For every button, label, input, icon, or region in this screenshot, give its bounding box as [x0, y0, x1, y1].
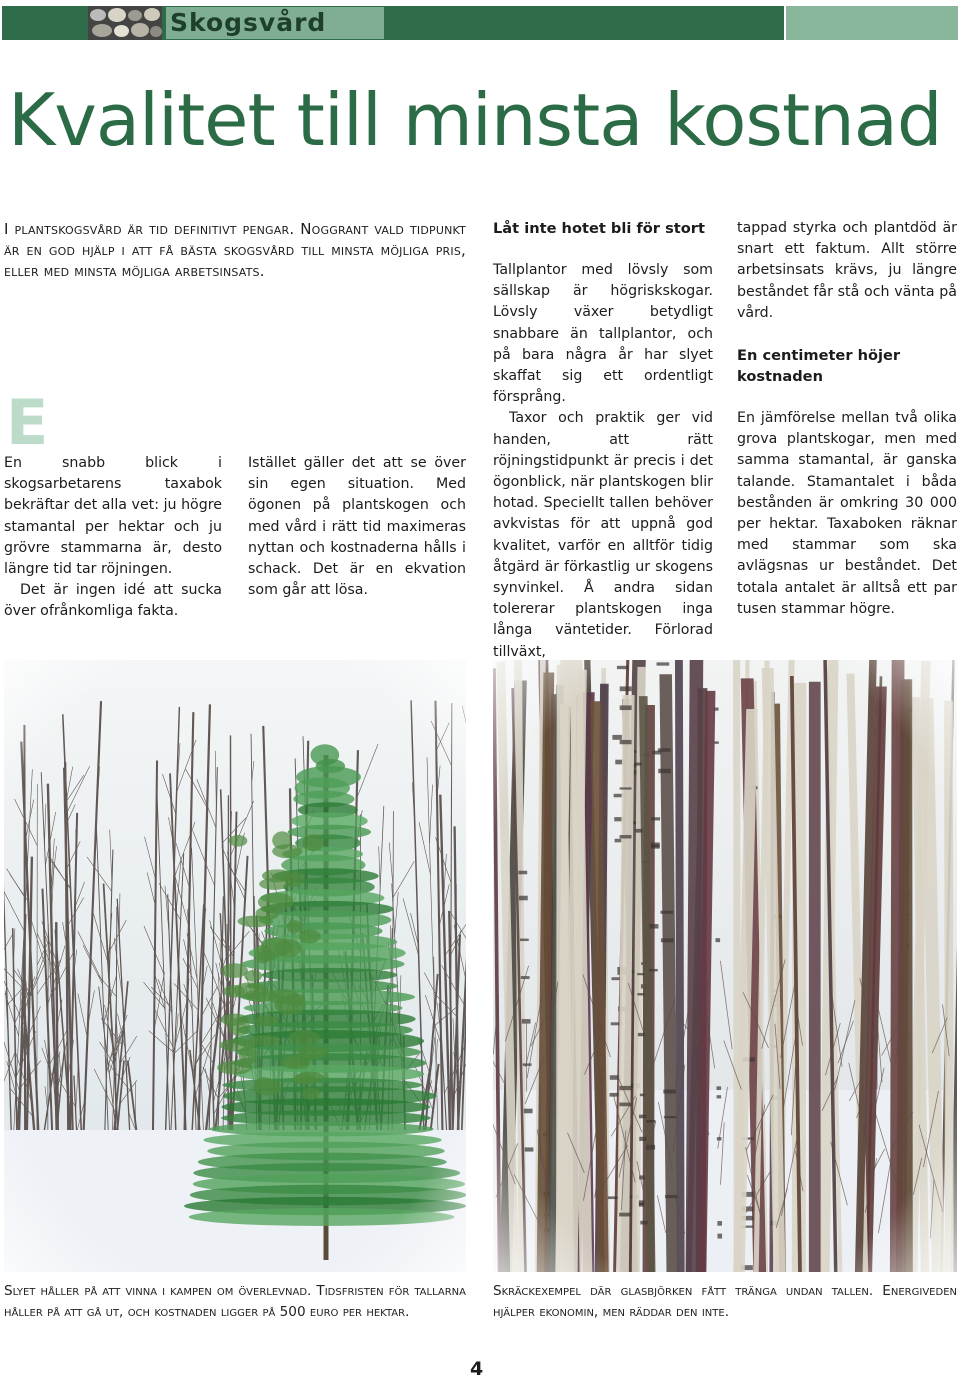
page-number: 4 — [470, 1358, 484, 1380]
column-2 — [248, 453, 466, 601]
column-1-paragraph-1: En snabb blick i skogsarbetarens taxabok bekräftar det alla vet: ju högre stamantal per hektar och ju grövre stammarna är, desto längre tid tar röjningen. — [4, 455, 222, 578]
page-title: Kvalitet till minsta kostnad — [8, 78, 942, 162]
column-3-paragraph-1: Tallplantor med lövsly som sällskap är högriskskogar. Lövsly växer betydligt snabbare än tallplantor, och på bara några år har slyet skaffat sig ett ordentligt försprång. — [493, 262, 713, 406]
column-4-paragraph-2: En jämförelse mellan två olika grova plantskogar, men med samma stamantal, är ganska talande. Stamantalet i båda bestånden är omkring 30 000 per hektar. Taxaboken räknar med stammar som ska avlägsnas ur beståndet. Det totala antalet är alltså ett par tusen stammar högre. — [737, 410, 957, 617]
column-4-heading: En centimeter höjer kostnaden — [737, 347, 901, 386]
caption-right: Skräckexempel där glasbjörken fått tränga undan tallen. Energiveden hjälper ekonomin, men räddar den inte. — [493, 1283, 957, 1320]
column-2-paragraph-1: Istället gäller det att se över sin egen situation. Med ögonen på plantskogen och med vård i rätt tid maximeras nyttan och kostnaderna hålls i schack. Det är en ekvation som går att lösa. — [248, 455, 466, 599]
column-1 — [4, 453, 222, 623]
lead-paragraph: I plantskogsvård är tid definitivt pengar. Noggrant vald tidpunkt är en god hjälp i att få bästa skogsvård till minsta möjliga pris, eller med minsta möjliga arbetsinsats. — [4, 220, 466, 280]
caption-left: Slyet håller på att vinna i kampen om överlevnad. Tidsfristen för tallarna håller på att gå ut, och kostnaden ligger på 500 euro per hektar. — [4, 1283, 466, 1320]
column-1-paragraph-2: Det är ingen idé att sucka över ofrånkomliga fakta. — [4, 582, 222, 620]
column-3 — [493, 218, 713, 663]
column-3-heading: Låt inte hotet bli för stort — [493, 220, 705, 237]
column-3-paragraph-2: Taxor och praktik ger vid handen, att rätt röjningstidpunkt är precis i det ögonblick, när plantskogen blir hotad. Speciellt tallen behöver avkvistas för att uppnå god kvalitet, varför en alltför tidig åtgärd är förkastlig ur skogens synvinkel. Å andra sidan tolererar plantskogen inga långa väntetider. Förlorad tillväxt, — [493, 410, 713, 660]
column-4 — [737, 218, 957, 620]
header-band-accent — [786, 6, 958, 40]
forest-photo-pine-saplings — [4, 660, 466, 1272]
drop-cap: E — [6, 386, 49, 459]
column-4-paragraph-1: tappad styrka och plantdöd är snart ett faktum. Allt större arbetsinsats krävs, ju längre beståndet får stå och vänta på vård. — [737, 220, 957, 321]
forest-photo-birch-thicket — [493, 660, 957, 1272]
section-label: Skogsvård — [166, 7, 384, 39]
stones-logo-image — [88, 6, 162, 40]
